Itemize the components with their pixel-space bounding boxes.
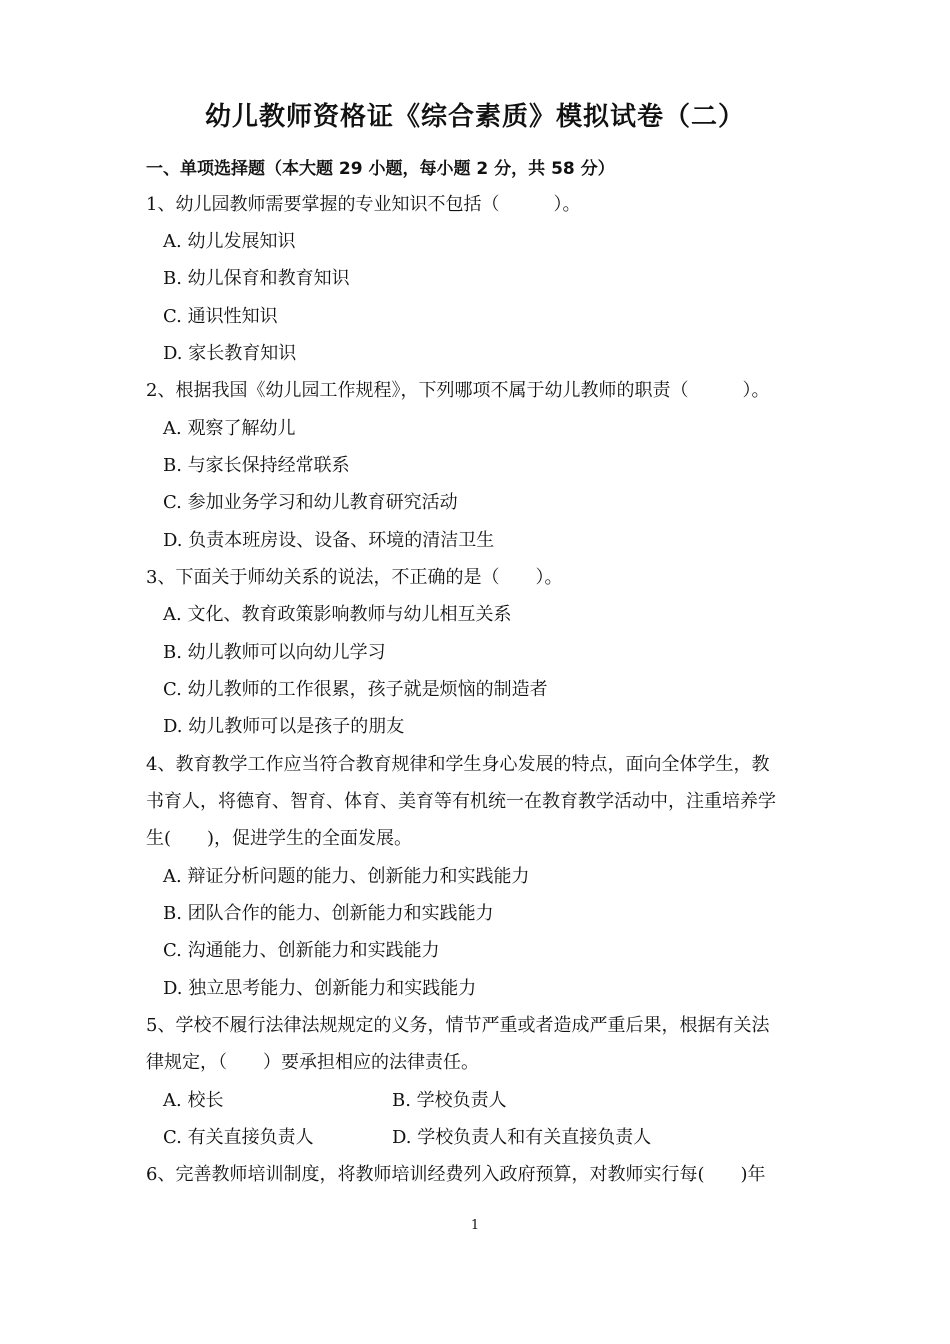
question-2-option-c: C. 参加业务学习和幼儿教育研究活动 [163,492,458,513]
question-5-stem-line-2: 律规定，（ ）要承担相应的法律责任。 [146,1052,479,1073]
question-4-option-b: B. 团队合作的能力、创新能力和实践能力 [163,903,494,924]
page-number: 1 [470,1218,480,1233]
question-4-option-c: C. 沟通能力、创新能力和实践能力 [163,940,440,961]
page-title: 幼儿教师资格证《综合素质》模拟试卷（二） [204,102,745,132]
question-3-option-d: D. 幼儿教师可以是孩子的朋友 [163,716,405,737]
question-3-option-a: A. 文化、教育政策影响教师与幼儿相互关系 [163,604,512,625]
question-1-option-b: B. 幼儿保育和教育知识 [163,268,350,289]
question-3-option-c: C. 幼儿教师的工作很累，孩子就是烦恼的制造者 [163,679,548,700]
question-5-stem-line-1: 5、学校不履行法律法规规定的义务，情节严重或者造成严重后果，根据有关法 [146,1015,770,1036]
question-5-option-c: C. 有关直接负责人 [163,1127,314,1148]
question-5-option-a: A. 校长 [163,1090,224,1111]
question-4-stem-line-3: 生( )，促进学生的全面发展。 [146,828,413,849]
question-4-option-d: D. 独立思考能力、创新能力和实践能力 [163,978,477,999]
question-4-stem-line-2: 书育人，将德育、智育、体育、美育等有机统一在教育教学活动中，注重培养学 [146,791,776,812]
question-4-stem-line-1: 4、教育教学工作应当符合教育规律和学生身心发展的特点，面向全体学生，教 [146,754,770,775]
question-1-option-c: C. 通识性知识 [163,306,278,327]
question-5-option-d: D. 学校负责人和有关直接负责人 [392,1127,652,1148]
question-4-option-a: A. 辩证分析问题的能力、创新能力和实践能力 [163,866,530,887]
question-2-option-a: A. 观察了解幼儿 [163,418,296,439]
question-2-stem: 2、根据我国《幼儿园工作规程》，下列哪项不属于幼儿教师的职责（ ）。 [146,380,770,401]
question-2-option-d: D. 负责本班房设、设备、环境的清洁卫生 [163,530,495,551]
question-6-stem: 6、完善教师培训制度，将教师培训经费列入政府预算，对教师实行每( )年 [146,1164,766,1185]
question-1-option-a: A. 幼儿发展知识 [163,231,296,252]
question-1-option-d: D. 家长教育知识 [163,343,297,364]
question-3-stem: 3、下面关于师幼关系的说法，不正确的是（ ）。 [146,567,563,588]
question-5-option-b: B. 学校负责人 [392,1090,507,1111]
question-1-stem: 1、幼儿园教师需要掌握的专业知识不包括（ ）。 [146,194,581,215]
question-2-option-b: B. 与家长保持经常联系 [163,455,350,476]
question-3-option-b: B. 幼儿教师可以向幼儿学习 [163,642,386,663]
section-heading: 一、单项选择题（本大题 29 小题，每小题 2 分，共 58 分） [146,159,615,179]
